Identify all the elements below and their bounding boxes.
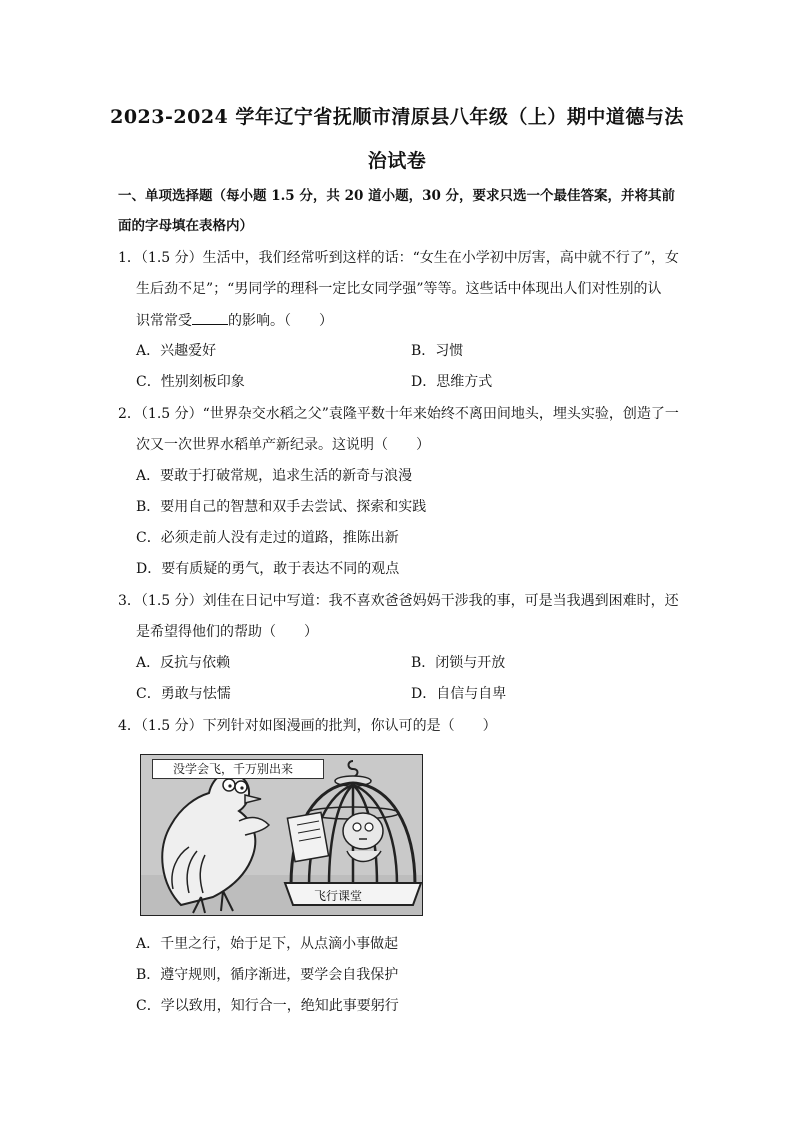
question-2-text-cont: 次又一次世界水稻单产新纪录。这说明（ ） [136,437,430,453]
question-1-option-d[interactable]: D．思维方式 [411,374,493,390]
question-3-text: 3．（1.5 分）刘佳在日记中写道：我不喜欢爸爸妈妈干涉我的事，可是当我遇到困难时，还 [118,593,679,609]
question-2-text: 2．（1.5 分）“世界杂交水稻之父”袁隆平数十年来始终不离田间地头，埋头实验，创造了一 [118,406,679,422]
question-1-stem-pre: 识常常受 [136,313,192,329]
cartoon-speech-bubble: 没学会飞，千万别出来 [152,759,324,779]
question-1-option-b[interactable]: B．习惯 [411,343,464,359]
question-4-option-c[interactable]: C．学以致用，知行合一，绝知此事要躬行 [136,998,399,1014]
question-1-option-a[interactable]: A．兴趣爱好 [136,343,217,359]
question-2-option-c[interactable]: C．必须走前人没有走过的道路，推陈出新 [136,530,399,546]
exam-title-line1: 2023-2024 学年辽宁省抚顺市清原县八年级（上）期中道德与法 [110,106,684,128]
answer-blank [192,310,228,325]
question-1-text-cont: 生后劲不足”；“男同学的理科一定比女同学强”等等。这些话中体现出人们对性别的认 [136,281,662,297]
question-1-stem-post: 的影响。（ ） [228,313,333,329]
question-4-option-a[interactable]: A．千里之行，始于足下，从点滴小事做起 [136,936,399,952]
exam-title-line2: 治试卷 [367,150,427,172]
question-3-option-b[interactable]: B．闭锁与开放 [411,655,506,671]
section-heading-cont: 面的字母填在表格内） [118,218,253,234]
question-2-option-d[interactable]: D．要有质疑的勇气，敢于表达不同的观点 [136,561,400,577]
question-1-text: 1．（1.5 分）生活中，我们经常听到这样的话：“女生在小学初中厉害，高中就不行了”，女 [118,250,679,266]
cartoon-cage-label: 飞行课堂 [313,889,362,903]
question-3-option-a[interactable]: A．反抗与依赖 [136,655,231,671]
question-3-option-d[interactable]: D．自信与自卑 [411,686,507,702]
question-1-option-c[interactable]: C．性别刻板印象 [136,374,245,390]
question-1-text-cont2 [136,310,333,331]
question-4-text: 4．（1.5 分）下列针对如图漫画的批判，你认可的是（ ） [118,718,497,734]
question-2-option-a[interactable]: A．要敢于打破常规，追求生活的新奇与浪漫 [136,468,413,484]
section-heading: 一、单项选择题（每小题 1.5 分，共 20 道小题，30 分，要求只选一个最佳答案，并将其前 [118,188,676,204]
question-3-option-c[interactable]: C．勇敢与怯懦 [136,686,231,702]
question-4-option-b[interactable]: B．遵守规则，循序渐进，要学会自我保护 [136,967,399,983]
question-2-option-b[interactable]: B．要用自己的智慧和双手去尝试、探索和实践 [136,499,427,515]
question-3-text-cont: 是希望得他们的帮助（ ） [136,624,318,640]
